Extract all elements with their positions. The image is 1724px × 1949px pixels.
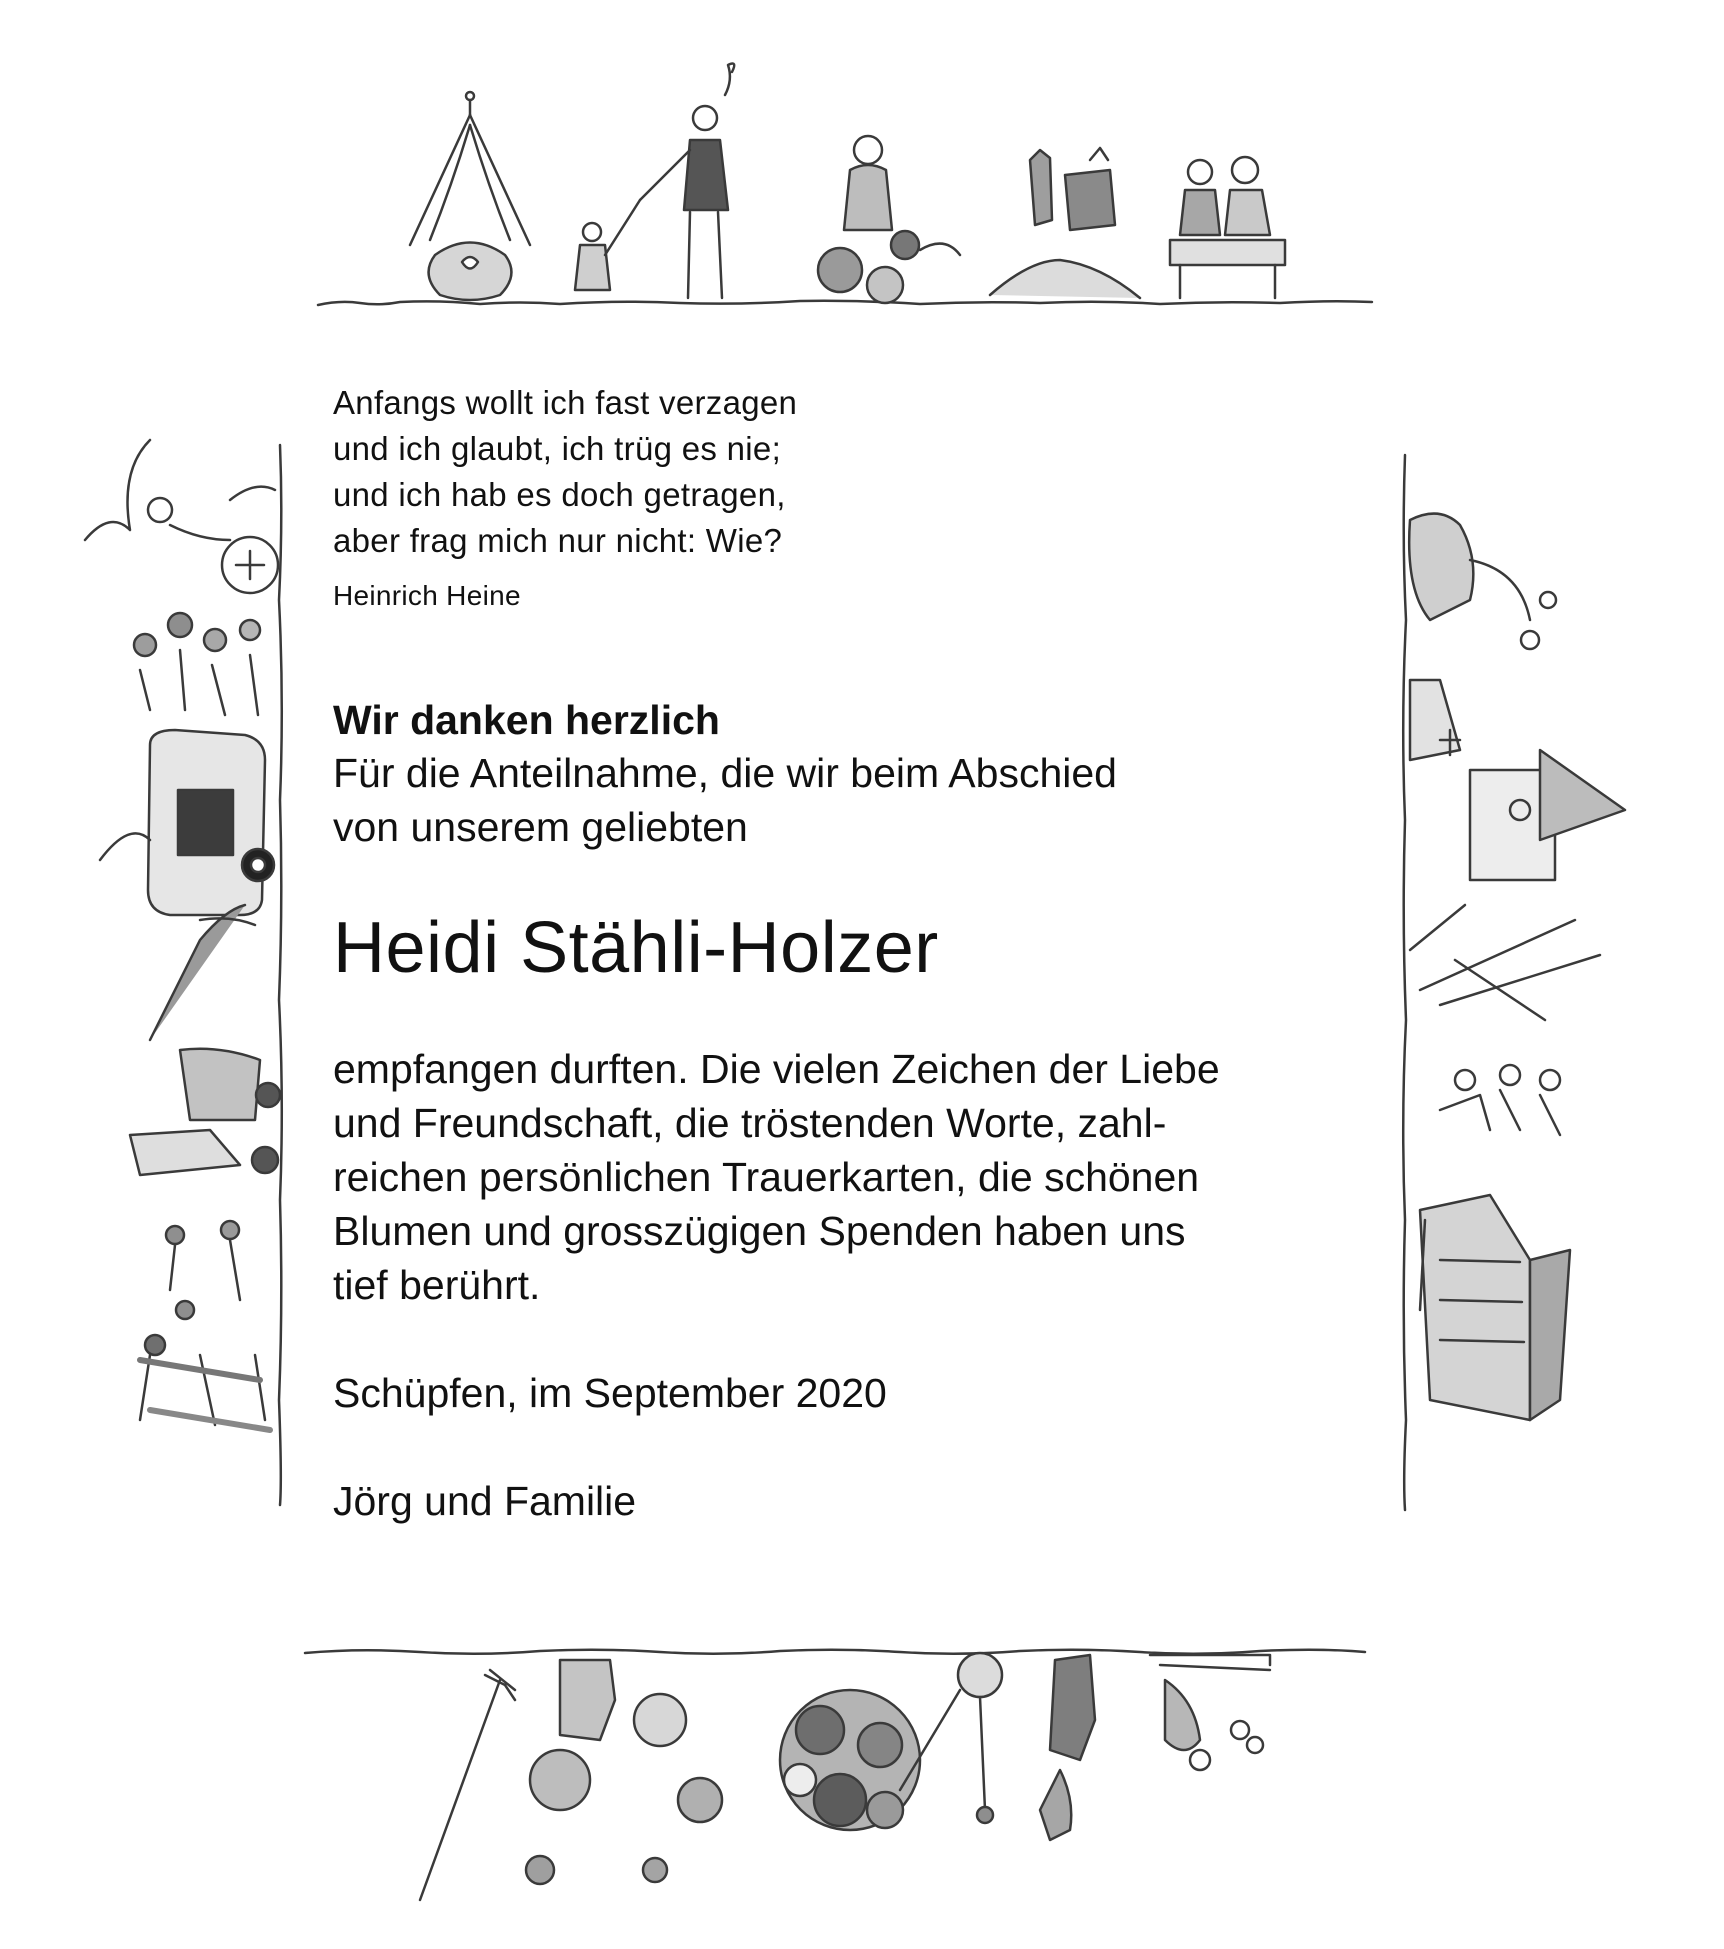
thanks-intro [333, 746, 1373, 854]
baby-carriage-icon [130, 1049, 280, 1175]
signature: Jörg und Familie [333, 1478, 637, 1524]
caravan-icon [100, 730, 274, 915]
poem-line: und ich hab es doch getragen, [333, 476, 786, 513]
garden-people-icon [526, 1660, 722, 1884]
father-and-child-icon [575, 64, 734, 298]
poem [333, 380, 1373, 614]
church-icon [1410, 680, 1625, 880]
left-border [85, 440, 282, 1505]
body-line: reichen persönlichen Trauerkarten, die schönen [333, 1154, 1200, 1200]
wheelchair-scene-icon [85, 440, 278, 593]
ski-poles-icon [1410, 905, 1600, 1020]
goats-icon [990, 148, 1140, 298]
tent-icon [1409, 514, 1556, 649]
pitchfork-icon [420, 1670, 515, 1900]
top-border [318, 64, 1372, 305]
body-line: empfangen durften. Die vielen Zeichen der Liebe [333, 1046, 1220, 1092]
poem-author: Heinrich Heine [333, 580, 521, 611]
place-date: Schüpfen, im September 2020 [333, 1370, 887, 1416]
right-border [1403, 455, 1625, 1510]
deceased-name: Heidi Stähli-Holzer [333, 908, 939, 988]
body-line: und Freundschaft, die tröstenden Worte, zahl- [333, 1100, 1167, 1146]
poem-line: aber frag mich nur nicht: Wie? [333, 522, 783, 559]
bench-couple-icon [1150, 1655, 1270, 1770]
intro-line: Für die Anteilnahme, die wir beim Abschied [333, 750, 1117, 796]
wooden-house-icon [1420, 1195, 1570, 1420]
hiking-group-icon [1440, 1065, 1560, 1135]
walking-people-icon [140, 1221, 270, 1430]
chapel-icon [410, 92, 530, 300]
poem-line: Anfangs wollt ich fast verzagen [333, 384, 798, 421]
flower-figure-icon [818, 136, 960, 303]
thanks-body [333, 1042, 1373, 1312]
intro-line: von unserem geliebten [333, 804, 748, 850]
couple-at-table-icon [1170, 157, 1285, 298]
bottom-border [305, 1650, 1365, 1900]
rope-climber-icon [150, 905, 255, 1040]
body-line: tief berührt. [333, 1262, 541, 1308]
kneeling-figure-icon [1040, 1655, 1095, 1840]
card-text [333, 380, 1373, 1528]
body-line: Blumen und grosszügigen Spenden haben uns [333, 1208, 1186, 1254]
poem-line: und ich glaubt, ich trüg es nie; [333, 430, 782, 467]
family-group-icon [134, 613, 260, 715]
flower-wreath-icon [780, 1690, 920, 1830]
thanks-heading: Wir danken herzlich [333, 697, 720, 743]
